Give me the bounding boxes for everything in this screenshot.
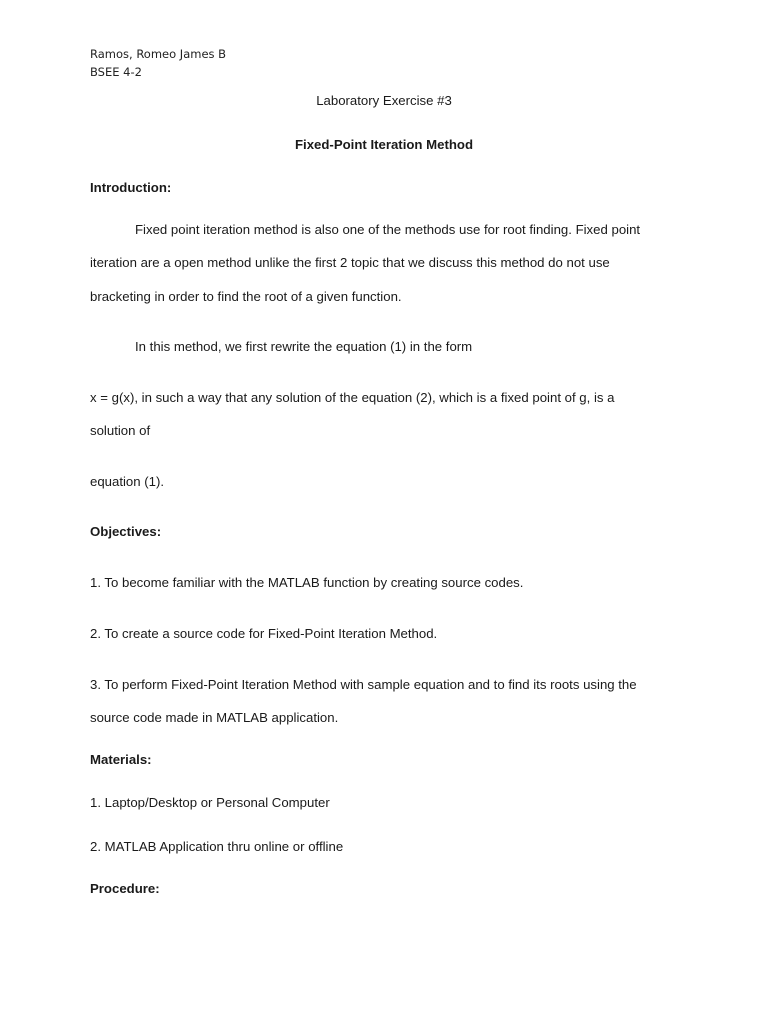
author-name: Ramos, Romeo James B	[90, 47, 227, 61]
intro-paragraph-line: iteration are a open method unlike the first 2 topic that we discuss this method do not use	[90, 255, 610, 270]
objective-item: 1. To become familiar with the MATLAB function by creating source codes.	[90, 575, 524, 590]
intro-paragraph-line: bracketing in order to find the root of a given function.	[90, 289, 402, 304]
objective-item: 2. To create a source code for Fixed-Point Iteration Method.	[90, 626, 438, 641]
document-subtitle: Fixed-Point Iteration Method	[294, 137, 474, 152]
material-item: 1. Laptop/Desktop or Personal Computer	[90, 795, 330, 810]
procedure-heading: Procedure:	[90, 881, 160, 896]
material-item: 2. MATLAB Application thru online or offline	[90, 839, 344, 854]
objective-item: 3. To perform Fixed-Point Iteration Method with sample equation and to find its roots using the	[90, 677, 637, 692]
materials-heading: Materials:	[90, 752, 152, 767]
intro-paragraph-2: In this method, we first rewrite the equation (1) in the form	[135, 339, 473, 354]
intro-paragraph-line: Fixed point iteration method is also one of the methods use for root finding. Fixed point	[135, 222, 641, 237]
objectives-heading: Objectives:	[90, 524, 162, 539]
intro-paragraph-3-line: x = g(x), in such a way that any solution of the equation (2), which is a fixed point of g, is a	[90, 390, 615, 405]
document-title: Laboratory Exercise #3	[316, 93, 452, 108]
introduction-heading: Introduction:	[90, 180, 172, 195]
intro-paragraph-4: equation (1).	[90, 474, 165, 489]
objective-item-continued: source code made in MATLAB application.	[90, 710, 339, 725]
author-section: BSEE 4-2	[90, 65, 142, 79]
intro-paragraph-3-line: solution of	[90, 423, 151, 438]
